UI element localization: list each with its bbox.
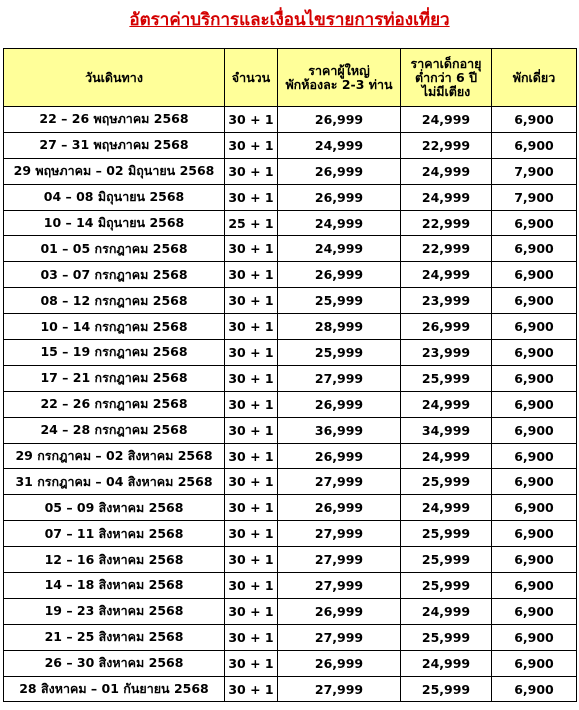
cell-adult-price: 25,999: [278, 340, 401, 366]
cell-child-price: 23,999: [401, 340, 492, 366]
cell-seats: 30 + 1: [225, 469, 278, 495]
table-row: [4, 107, 577, 133]
cell-travel-date: 29 กรกฎาคม – 02 สิงหาคม 2568: [4, 443, 225, 469]
cell-single-supplement: 6,900: [492, 624, 577, 650]
table-header-row: [4, 49, 577, 107]
cell-single-supplement: 6,900: [492, 598, 577, 624]
header-adult-line1: ราคาผู้ใหญ่: [308, 62, 370, 78]
cell-child-price: 24,999: [401, 107, 492, 133]
cell-child-price: 24,999: [401, 262, 492, 288]
cell-travel-date: 28 สิงหาคม – 01 กันยายน 2568: [4, 676, 225, 702]
cell-travel-date: 22 – 26 กรกฎาคม 2568: [4, 391, 225, 417]
table-row: [4, 314, 577, 340]
cell-single-supplement: 7,900: [492, 158, 577, 184]
table-row: [4, 469, 577, 495]
cell-adult-price: 27,999: [278, 676, 401, 702]
cell-child-price: 22,999: [401, 236, 492, 262]
cell-travel-date: 05 – 09 สิงหาคม 2568: [4, 495, 225, 521]
cell-seats: 30 + 1: [225, 365, 278, 391]
cell-child-price: 25,999: [401, 624, 492, 650]
table-row: [4, 417, 577, 443]
table-row: [4, 158, 577, 184]
cell-single-supplement: 6,900: [492, 469, 577, 495]
cell-travel-date: 10 – 14 มิถุนายน 2568: [4, 210, 225, 236]
cell-adult-price: 27,999: [278, 624, 401, 650]
cell-single-supplement: 6,900: [492, 391, 577, 417]
cell-seats: 30 + 1: [225, 391, 278, 417]
cell-seats: 25 + 1: [225, 210, 278, 236]
header-child-line1: ราคาเด็กอายุ: [410, 55, 482, 71]
cell-single-supplement: 6,900: [492, 340, 577, 366]
cell-seats: 30 + 1: [225, 158, 278, 184]
cell-travel-date: 27 – 31 พฤษภาคม 2568: [4, 132, 225, 158]
table-row: [4, 676, 577, 702]
cell-child-price: 24,999: [401, 184, 492, 210]
table-row: [4, 132, 577, 158]
cell-travel-date: 08 – 12 กรกฎาคม 2568: [4, 288, 225, 314]
cell-adult-price: 26,999: [278, 650, 401, 676]
cell-seats: 30 + 1: [225, 547, 278, 573]
cell-adult-price: 25,999: [278, 288, 401, 314]
cell-travel-date: 01 – 05 กรกฎาคม 2568: [4, 236, 225, 262]
cell-adult-price: 27,999: [278, 547, 401, 573]
cell-child-price: 26,999: [401, 314, 492, 340]
cell-single-supplement: 6,900: [492, 417, 577, 443]
cell-child-price: 24,999: [401, 495, 492, 521]
cell-seats: 30 + 1: [225, 132, 278, 158]
cell-single-supplement: 6,900: [492, 262, 577, 288]
table-body: [4, 107, 577, 702]
cell-single-supplement: 6,900: [492, 132, 577, 158]
cell-adult-price: 26,999: [278, 158, 401, 184]
cell-travel-date: 15 – 19 กรกฎาคม 2568: [4, 340, 225, 366]
cell-single-supplement: 6,900: [492, 547, 577, 573]
cell-travel-date: 21 – 25 สิงหาคม 2568: [4, 624, 225, 650]
page-title: อัตราค่าบริการและเงื่อนไขรายการท่องเที่ยว: [129, 10, 450, 30]
cell-adult-price: 24,999: [278, 210, 401, 236]
cell-single-supplement: 6,900: [492, 236, 577, 262]
cell-single-supplement: 7,900: [492, 184, 577, 210]
cell-child-price: 25,999: [401, 547, 492, 573]
cell-seats: 30 + 1: [225, 288, 278, 314]
table-row: [4, 365, 577, 391]
cell-seats: 30 + 1: [225, 417, 278, 443]
cell-seats: 30 + 1: [225, 624, 278, 650]
cell-travel-date: 26 – 30 สิงหาคม 2568: [4, 650, 225, 676]
cell-child-price: 25,999: [401, 676, 492, 702]
cell-child-price: 25,999: [401, 573, 492, 599]
cell-travel-date: 04 – 08 มิถุนายน 2568: [4, 184, 225, 210]
table-row: [4, 391, 577, 417]
header-qty: จำนวน: [225, 49, 278, 107]
cell-travel-date: 14 – 18 สิงหาคม 2568: [4, 573, 225, 599]
cell-adult-price: 27,999: [278, 573, 401, 599]
cell-single-supplement: 6,900: [492, 365, 577, 391]
cell-seats: 30 + 1: [225, 107, 278, 133]
cell-travel-date: 07 – 11 สิงหาคม 2568: [4, 521, 225, 547]
cell-travel-date: 03 – 07 กรกฎาคม 2568: [4, 262, 225, 288]
cell-adult-price: 26,999: [278, 107, 401, 133]
table-row: [4, 443, 577, 469]
table-row: [4, 650, 577, 676]
header-adult-price: [278, 49, 401, 107]
cell-child-price: 25,999: [401, 521, 492, 547]
cell-child-price: 24,999: [401, 391, 492, 417]
cell-child-price: 25,999: [401, 469, 492, 495]
cell-travel-date: 19 – 23 สิงหาคม 2568: [4, 598, 225, 624]
cell-seats: 30 + 1: [225, 521, 278, 547]
cell-adult-price: 27,999: [278, 521, 401, 547]
cell-single-supplement: 6,900: [492, 495, 577, 521]
table-row: [4, 210, 577, 236]
cell-adult-price: 27,999: [278, 469, 401, 495]
cell-child-price: 22,999: [401, 132, 492, 158]
cell-travel-date: 29 พฤษภาคม – 02 มิถุนายน 2568: [4, 158, 225, 184]
cell-single-supplement: 6,900: [492, 107, 577, 133]
cell-seats: 30 + 1: [225, 314, 278, 340]
price-table: [3, 48, 577, 702]
cell-adult-price: 26,999: [278, 443, 401, 469]
cell-seats: 30 + 1: [225, 676, 278, 702]
cell-seats: 30 + 1: [225, 184, 278, 210]
table-row: [4, 340, 577, 366]
cell-adult-price: 26,999: [278, 495, 401, 521]
header-single-supplement: พักเดี่ยว: [492, 49, 577, 107]
table-row: [4, 236, 577, 262]
cell-travel-date: 31 กรกฎาคม – 04 สิงหาคม 2568: [4, 469, 225, 495]
table-row: [4, 521, 577, 547]
cell-seats: 30 + 1: [225, 573, 278, 599]
cell-adult-price: 27,999: [278, 365, 401, 391]
table-row: [4, 598, 577, 624]
cell-seats: 30 + 1: [225, 443, 278, 469]
cell-child-price: 24,999: [401, 443, 492, 469]
cell-single-supplement: 6,900: [492, 650, 577, 676]
cell-seats: 30 + 1: [225, 650, 278, 676]
table-row: [4, 262, 577, 288]
table-row: [4, 624, 577, 650]
cell-single-supplement: 6,900: [492, 573, 577, 599]
cell-seats: 30 + 1: [225, 495, 278, 521]
cell-child-price: 24,999: [401, 650, 492, 676]
cell-adult-price: 24,999: [278, 132, 401, 158]
table-row: [4, 547, 577, 573]
cell-single-supplement: 6,900: [492, 210, 577, 236]
cell-single-supplement: 6,900: [492, 314, 577, 340]
cell-single-supplement: 6,900: [492, 288, 577, 314]
cell-seats: 30 + 1: [225, 236, 278, 262]
cell-child-price: 34,999: [401, 417, 492, 443]
cell-adult-price: 26,999: [278, 184, 401, 210]
table-row: [4, 573, 577, 599]
cell-seats: 30 + 1: [225, 340, 278, 366]
cell-child-price: 22,999: [401, 210, 492, 236]
table-row: [4, 495, 577, 521]
cell-adult-price: 36,999: [278, 417, 401, 443]
table-row: [4, 184, 577, 210]
header-child-price: [401, 49, 492, 107]
header-adult-line2: พักห้องละ 2-3 ท่าน: [285, 76, 393, 92]
cell-travel-date: 24 – 28 กรกฎาคม 2568: [4, 417, 225, 443]
cell-travel-date: 12 – 16 สิงหาคม 2568: [4, 547, 225, 573]
cell-adult-price: 26,999: [278, 391, 401, 417]
cell-adult-price: 26,999: [278, 598, 401, 624]
cell-seats: 30 + 1: [225, 598, 278, 624]
cell-child-price: 24,999: [401, 598, 492, 624]
cell-travel-date: 22 – 26 พฤษภาคม 2568: [4, 107, 225, 133]
cell-child-price: 23,999: [401, 288, 492, 314]
cell-adult-price: 28,999: [278, 314, 401, 340]
cell-travel-date: 10 – 14 กรกฎาคม 2568: [4, 314, 225, 340]
cell-child-price: 24,999: [401, 158, 492, 184]
cell-adult-price: 26,999: [278, 262, 401, 288]
cell-adult-price: 24,999: [278, 236, 401, 262]
table-row: [4, 288, 577, 314]
cell-travel-date: 17 – 21 กรกฎาคม 2568: [4, 365, 225, 391]
cell-single-supplement: 6,900: [492, 443, 577, 469]
cell-seats: 30 + 1: [225, 262, 278, 288]
cell-single-supplement: 6,900: [492, 676, 577, 702]
header-child-line2: ต่ำกว่า 6 ปี: [414, 69, 478, 85]
cell-child-price: 25,999: [401, 365, 492, 391]
header-child-line3: ไม่มีเตียง: [421, 83, 471, 99]
header-date: วันเดินทาง: [4, 49, 225, 107]
cell-single-supplement: 6,900: [492, 521, 577, 547]
